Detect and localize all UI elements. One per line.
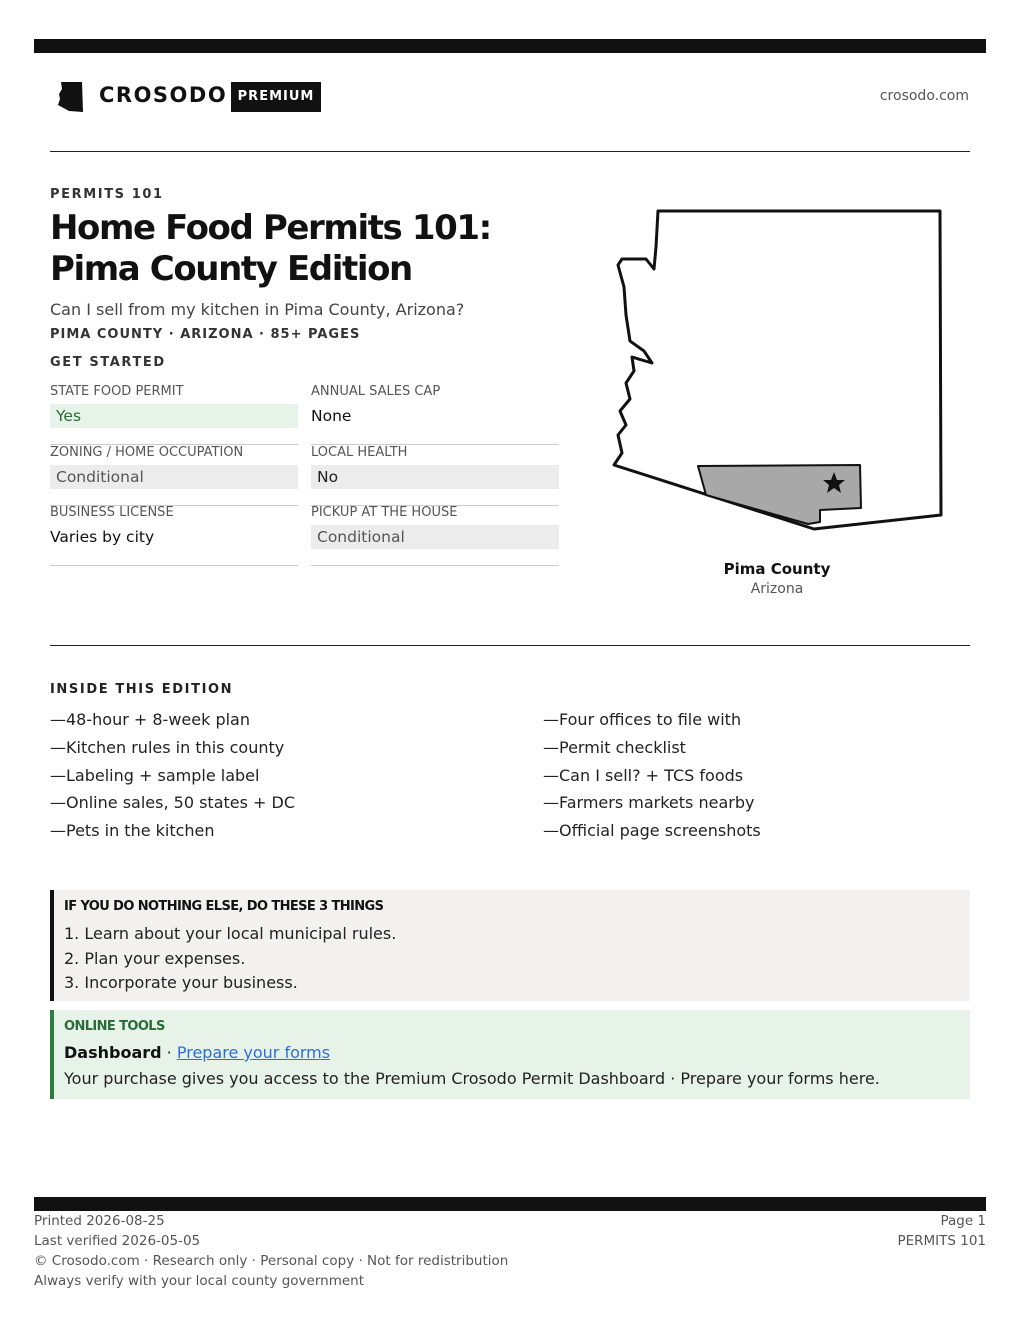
callout-step: 2. Plan your expenses. (64, 948, 246, 968)
map-county-label: Pima County (723, 560, 831, 578)
toc-right-list (543, 706, 761, 845)
fact-value: Yes (50, 404, 298, 428)
fact-label: STATE FOOD PERMIT (50, 384, 184, 399)
arizona-map (608, 203, 948, 543)
fact-value: No (311, 465, 559, 489)
toc-left-list (50, 706, 295, 845)
page-subtitle: Can I sell from my kitchen in Pima County, Arizona? (50, 300, 465, 319)
verified-date: Last verified 2026-05-05 (34, 1233, 201, 1249)
tools-description: Your purchase gives you access to the Premium Crosodo Permit Dashboard · Prepare your forms here. (64, 1069, 880, 1088)
page-title: Home Food Permits 101: Pima County Edition (50, 208, 491, 289)
tools-heading: ONLINE TOOLS (64, 1019, 165, 1034)
tools-separator: · (161, 1043, 177, 1062)
toc-item: —Can I sell? + TCS foods (543, 765, 744, 785)
section-divider (50, 645, 970, 646)
fact-label: LOCAL HEALTH (311, 445, 408, 460)
toc-item: —Labeling + sample label (50, 765, 260, 785)
callout-heading: IF YOU DO NOTHING ELSE, DO THESE 3 THINGS (64, 899, 384, 914)
fact-label: PICKUP AT THE HOUSE (311, 505, 458, 520)
toc-item: —Kitchen rules in this county (50, 737, 285, 757)
premium-badge: PREMIUM (231, 82, 321, 112)
footer-section: PERMITS 101 (897, 1233, 986, 1249)
fact-label: ANNUAL SALES CAP (311, 384, 441, 399)
fact-value: Conditional (311, 525, 559, 549)
toc-item: —Farmers markets nearby (543, 793, 755, 813)
fact-cell (311, 505, 559, 566)
toc-item: —Four offices to file with (543, 710, 742, 729)
brand-name[interactable]: CROSODO (99, 83, 228, 107)
site-url[interactable]: crosodo.com (879, 88, 969, 104)
arizona-logo-icon (56, 80, 86, 114)
copyright-note: © Crosodo.com · Research only · Personal copy · Not for redistribution (34, 1253, 509, 1269)
page-number: Page 1 (940, 1213, 986, 1229)
fact-cell (50, 505, 298, 566)
inside-heading: INSIDE THIS EDITION (50, 682, 234, 697)
callout-step: 3. Incorporate your business. (64, 973, 298, 992)
fact-cell (311, 384, 559, 445)
tools-line (64, 1043, 330, 1062)
priority-callout (50, 890, 970, 1001)
toc-item: —Official page screenshots (543, 821, 761, 841)
section-eyebrow: PERMITS 101 (50, 187, 164, 202)
fact-value: Conditional (50, 465, 298, 489)
prepare-forms-link[interactable]: Prepare your forms (176, 1043, 331, 1062)
printed-date: Printed 2026-08-25 (34, 1213, 165, 1229)
fact-value: Varies by city (50, 528, 155, 546)
fact-cell (50, 445, 298, 506)
fact-cell (311, 445, 559, 506)
edition-meta: PIMA COUNTY · ARIZONA · 85+ PAGES (50, 327, 361, 342)
online-tools-callout (50, 1010, 970, 1099)
fact-value: None (311, 407, 352, 425)
toc-item: —Permit checklist (543, 737, 686, 757)
fact-label: ZONING / HOME OCCUPATION (50, 445, 244, 460)
top-rule-bar (34, 39, 986, 53)
dashboard-label: Dashboard (64, 1043, 162, 1062)
toc-item: —Pets in the kitchen (50, 821, 215, 841)
footer-rule-bar (34, 1197, 986, 1211)
get-started-heading: GET STARTED (50, 355, 166, 370)
fact-cell (50, 384, 298, 445)
callout-steps (64, 922, 396, 996)
fact-label: BUSINESS LICENSE (50, 505, 174, 520)
toc-item: —Online sales, 50 states + DC (50, 793, 296, 813)
header-divider (50, 151, 970, 152)
callout-step: 1. Learn about your local municipal rules. (64, 924, 397, 943)
map-state-label: Arizona (750, 581, 804, 597)
toc-item: —48-hour + 8-week plan (50, 710, 250, 729)
verify-note: Always verify with your local county government (34, 1273, 364, 1289)
